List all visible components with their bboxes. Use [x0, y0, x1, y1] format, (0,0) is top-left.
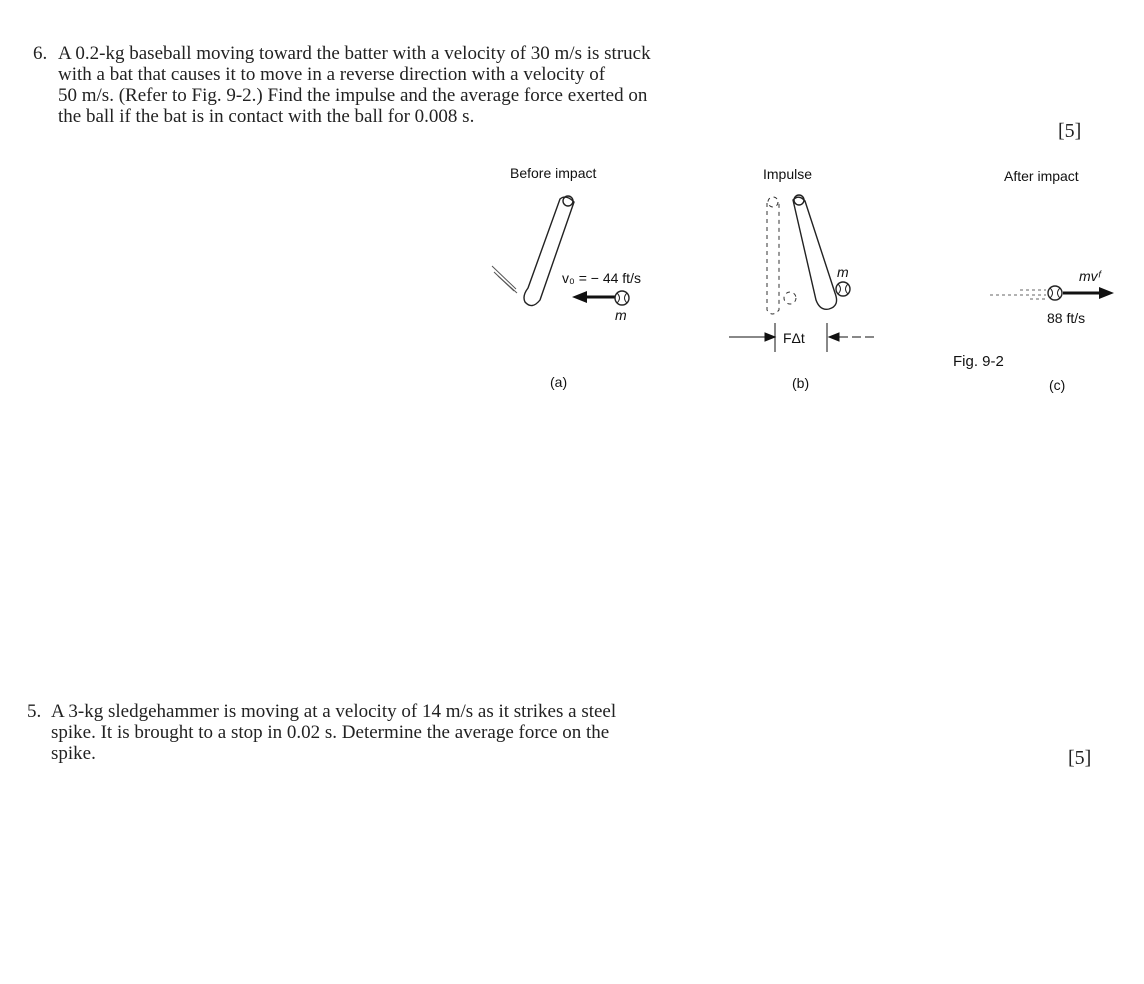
final-momentum-label: mvᶠ — [1079, 268, 1101, 284]
panel-c-caption: (c) — [1049, 377, 1066, 393]
question-5 — [27, 701, 767, 764]
question-5-line: A 3-kg sledgehammer is moving at a velocity of 14 m/s as it strikes a steel — [51, 701, 617, 722]
mass-label-a: m — [615, 307, 627, 323]
question-6-line: 50 m/s. (Refer to Fig. 9-2.) Find the impulse and the average force exerted on — [58, 85, 648, 106]
question-6-line: A 0.2-kg baseball moving toward the batter with a velocity of 30 m/s is struck — [58, 43, 651, 64]
baseball-before-impact — [615, 291, 629, 305]
panel-a-title: Before impact — [510, 165, 597, 181]
ball-trail-lines — [990, 290, 1046, 299]
question-5-marks: [5] — [1068, 747, 1092, 769]
question-6-number: 6. — [33, 43, 48, 64]
swing-motion-lines — [492, 266, 517, 293]
bat-before-impact — [524, 196, 574, 306]
question-5-line: spike. It is brought to a stop in 0.02 s. Determine the average force on the — [51, 722, 610, 743]
panel-c-title: After impact — [1004, 168, 1079, 184]
bat-at-impact — [793, 195, 837, 309]
mass-label-b: m — [837, 264, 849, 280]
question-5-line: spike. — [51, 743, 96, 764]
outgoing-velocity-arrow — [1063, 287, 1114, 299]
panel-b-caption: (b) — [792, 375, 810, 391]
initial-velocity-label: v₀ = − 44 ft/s — [562, 270, 641, 286]
question-6-marks: [5] — [1058, 120, 1082, 142]
baseball-after-impact — [1048, 286, 1062, 300]
figure-label: Fig. 9-2 — [953, 353, 1004, 370]
final-velocity-label: 88 ft/s — [1047, 310, 1086, 326]
question-5-number: 5. — [27, 701, 42, 722]
incoming-velocity-arrow — [572, 291, 615, 303]
baseball-at-impact — [836, 282, 850, 296]
impulse-label: FΔt — [783, 330, 805, 346]
panel-b-title: Impulse — [763, 166, 813, 182]
panel-a-caption: (a) — [550, 374, 568, 390]
question-6-line: the ball if the bat is in contact with the ball for 0.008 s. — [58, 106, 475, 127]
question-6-line: with a bat that causes it to move in a reverse direction with a velocity of — [58, 64, 606, 85]
bat-swing-ghost — [767, 197, 796, 314]
